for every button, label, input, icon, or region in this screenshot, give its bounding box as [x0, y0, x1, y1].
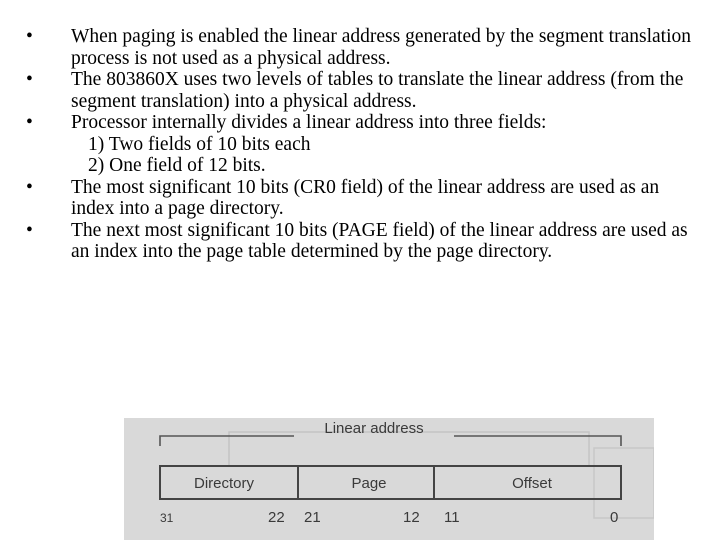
bit-label: 11 [444, 509, 460, 526]
bracket-line [160, 436, 294, 446]
bracket-line [454, 436, 621, 446]
bullet-item [26, 177, 701, 220]
bullet-text: Processor internally divides a linear address into three fields: [71, 112, 547, 133]
bullet-text: The most significant 10 bits (CR0 field) of the linear address are used as an index into a page directory. [71, 176, 660, 219]
slide-body [26, 26, 701, 263]
field-label-page: Page [351, 475, 387, 492]
field-label-offset: Offset [512, 475, 552, 492]
bit-label: 0 [610, 509, 619, 526]
bullet-item [26, 26, 701, 69]
bullet-text: When paging is enabled the linear address generated by the segment translation process is not used as a physical address. [71, 26, 691, 69]
bullet-text: The 803860X uses two levels of tables to translate the linear address (from the segment translation) into a physical address. [71, 69, 684, 112]
bullet-item [26, 112, 701, 134]
bit-label: 12 [403, 509, 420, 526]
bullet-dot: • [26, 112, 33, 133]
background-frame [229, 432, 589, 466]
linear-address-diagram [124, 418, 654, 540]
bit-label: 22 [268, 509, 285, 526]
linear-address-figure [124, 418, 654, 540]
sub-item: 2) One field of 12 bits. [88, 155, 266, 176]
bit-label: 21 [304, 509, 321, 526]
bullet-dot: • [26, 176, 33, 198]
bullet-dot: • [26, 69, 33, 90]
bullet-item [26, 220, 701, 263]
background-frame [594, 448, 654, 518]
bullet-dot: • [26, 219, 33, 241]
field-label-directory: Directory [193, 475, 255, 492]
sub-item: 1) Two fields of 10 bits each [88, 133, 311, 155]
bullet-dot: • [26, 26, 33, 47]
figure-title: Linear address [324, 420, 424, 437]
bullet-item [26, 69, 701, 112]
bullet-text: The next most significant 10 bits (PAGE field) of the linear address are used as an index into the page table determined by the page directory. [71, 219, 688, 262]
bit-label: 31 [160, 511, 174, 525]
